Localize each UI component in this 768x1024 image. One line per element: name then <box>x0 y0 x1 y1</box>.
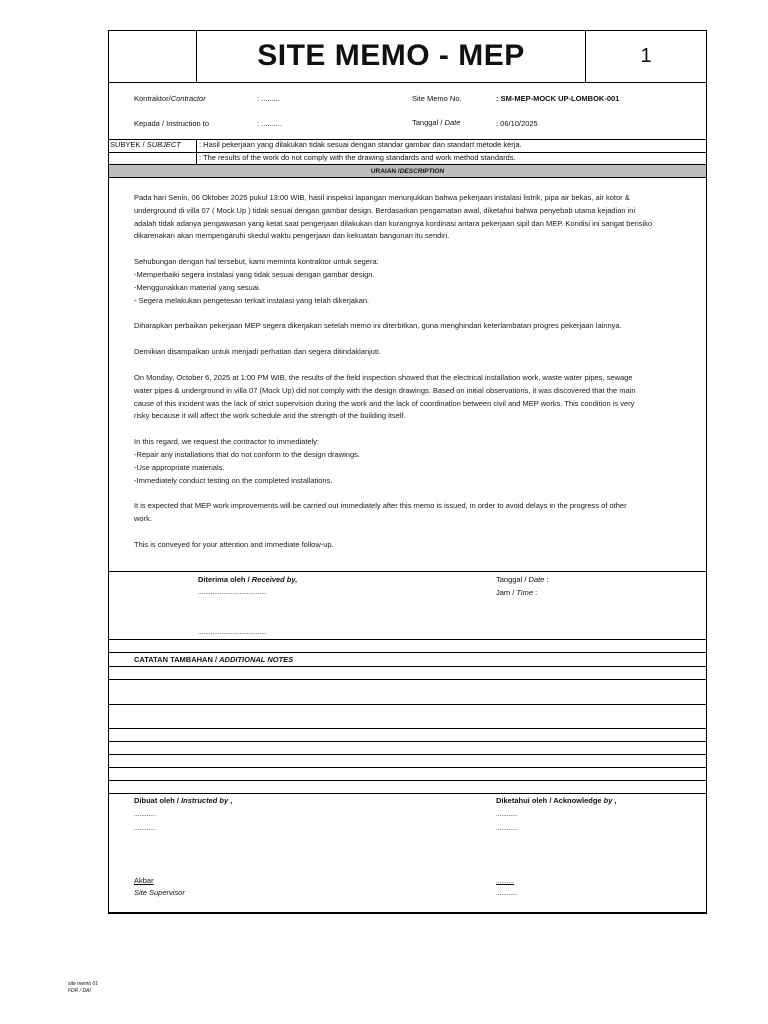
description-line: risky because it will affect the work schedule and the strength of the building itself. <box>134 411 406 421</box>
received-time-label: Jam / Time : <box>496 588 538 597</box>
instructed-dots-2: ............ <box>134 825 156 832</box>
memo-no-value: : SM-MEP-MOCK UP-LOMBOK-001 <box>496 94 620 103</box>
footer-ref-1: site memo 01 <box>68 981 99 987</box>
received-date-label: Tanggal / Date : <box>496 575 549 584</box>
notes-line <box>108 754 707 755</box>
paragraph-gap <box>134 423 704 436</box>
subject-label: SUBYEK / SUBJECT <box>110 140 181 149</box>
notes-line <box>108 666 707 667</box>
acknowledge-dots-1: ............ <box>496 811 518 818</box>
subject-text-id: : Hasil pekerjaan yang dilakukan tidak sesuai dengan standar gambar dan standart metode kerja. <box>199 140 522 149</box>
acknowledge-by-label: Diketahui oleh / Acknowledge by , <box>496 796 617 805</box>
description-line: Pada hari Senin, 06 Oktober 2025 pukul 13:00 WIB, hasil inspeksi lapangan menunjukkan bahwa pekerjaan instalasi listrik, pipa air bekas, air kotor & <box>134 193 630 202</box>
description-line: dikarenakan akan mempengaruhi skedul waktu pengerjaan dan kekuatan bangunan itu sendiri. <box>134 231 450 241</box>
paragraph-gap <box>134 243 704 256</box>
description-line: -Menggunakkan material yang sesuai. <box>134 282 261 292</box>
received-bottom-rule <box>108 639 707 640</box>
notes-label: CATATAN TAMBAHAN / ADDITIONAL NOTES <box>134 655 294 664</box>
description-line: water pipes & underground in villa 07 (Mock Up) did not comply with the design drawings. Based on initial observations, it was discovered that the main <box>134 385 636 395</box>
instructed-role: Site Supervisor <box>134 888 185 897</box>
description-line: -Memperbaiki segera instalasi yang tidak sesuai dengan gambar design. <box>134 269 375 279</box>
description-line: adalah tidak adanya pengawasan yang ketat saat pengerjaan dilakukan dan kurangnya kordinasi antara pekerjaan sipil dan MEP. Kondisi ini sangat berisiko <box>134 218 653 228</box>
frame-bottom <box>108 912 707 914</box>
notes-line <box>108 767 707 768</box>
page-title: SITE MEMO - MEP <box>257 39 525 72</box>
acknowledge-role: ............ <box>496 890 518 897</box>
instruction-to-value: : .......... <box>257 119 283 128</box>
description-line: - Segera melakukan pengetesan terkait instalasi yang telah dikerjakan. <box>134 295 370 305</box>
contractor-label: Kontraktor/Contractor <box>134 94 206 103</box>
received-top-rule <box>108 571 707 572</box>
received-name-line: ...................................... <box>198 629 267 636</box>
notes-line <box>108 728 707 729</box>
description-line: Demikian disampaikan untuk menjadi perhatian dan segera ditindaklanjuti. <box>134 347 381 357</box>
description-line: On Monday, October 6, 2025 at 1:00 PM WIB, the results of the field inspection showed that the electrical installation work, waste water pipes, sewage <box>134 372 633 382</box>
description-body <box>134 192 704 552</box>
memo-no-label: Site Memo No. <box>412 94 462 103</box>
paragraph-gap <box>134 307 704 320</box>
date-label: Tanggal / Date <box>412 118 461 127</box>
page-number: 1 <box>640 44 652 67</box>
acknowledge-dots-2: ............ <box>496 825 518 832</box>
paragraph-gap <box>134 487 704 500</box>
description-header-rule <box>108 177 707 178</box>
description-line: It is expected that MEP work improvements will be carried out immediately after this memo is issued, in order to avoid delays in the progress of other <box>134 501 627 511</box>
received-signature-line: ...................................... <box>198 589 267 596</box>
subject-text-en: : The results of the work do not comply with the drawing standards and work method standards. <box>199 153 516 162</box>
description-header: URAIAN / DESCRIPTION <box>109 165 706 177</box>
notes-line <box>108 704 707 705</box>
paragraph-gap <box>134 359 704 372</box>
signatures-top-rule <box>108 793 707 794</box>
description-line: -Repair any installations that do not conform to the design drawings. <box>134 449 360 459</box>
description-line: work. <box>134 514 152 524</box>
received-label: Diterima oleh / Received by, <box>198 575 298 584</box>
description-line: -Use appropriate materials. <box>134 462 225 472</box>
description-line: Diharapkan perbaikan pekerjaan MEP segera dikerjakan setelah memo ini diterbitkan, guna menghindari keterlambatan progres pekerjaan lainnya. <box>134 321 622 331</box>
description-line: Sehubungan dengan hal tersebut, kami meminta kontraktor untuk segera: <box>134 257 379 267</box>
date-value: : 06/10/2025 <box>496 119 538 128</box>
instruction-to-label: Kepada / Instruction to <box>134 119 210 128</box>
paragraph-gap <box>134 333 704 346</box>
header-bottom-rule <box>108 82 707 83</box>
acknowledge-name: .......... <box>496 878 515 885</box>
instructed-by-label: Dibuat oleh / Instructed by , <box>134 796 233 805</box>
description-line: This is conveyed for your attention and immediate follow-up. <box>134 539 334 549</box>
paragraph-gap <box>134 526 704 539</box>
notes-line <box>108 679 707 680</box>
instructed-dots-1: ............ <box>134 811 156 818</box>
notes-line <box>108 741 707 742</box>
description-line: cause of this incident was the lack of strict supervision during the work and the lack of coordination between civil and MEP works. This condition is very <box>134 398 635 408</box>
contractor-value: : ......... <box>257 94 280 103</box>
footer-ref-2: FDR / DAI <box>68 988 91 994</box>
description-line: In this regard, we request the contractor to immediately: <box>134 437 320 447</box>
description-line: -Immediately conduct testing on the completed installations. <box>134 475 333 485</box>
notes-top-rule <box>108 652 707 653</box>
description-line: underground di villa 07 ( Mock Up ) tidak sesuai dengan gambar design. Berdasarkan pengamatan awal, diketahui bahwa penyebab utama kejadian ini <box>134 205 636 215</box>
notes-line <box>108 780 707 781</box>
instructed-name: Akbar <box>134 876 154 885</box>
